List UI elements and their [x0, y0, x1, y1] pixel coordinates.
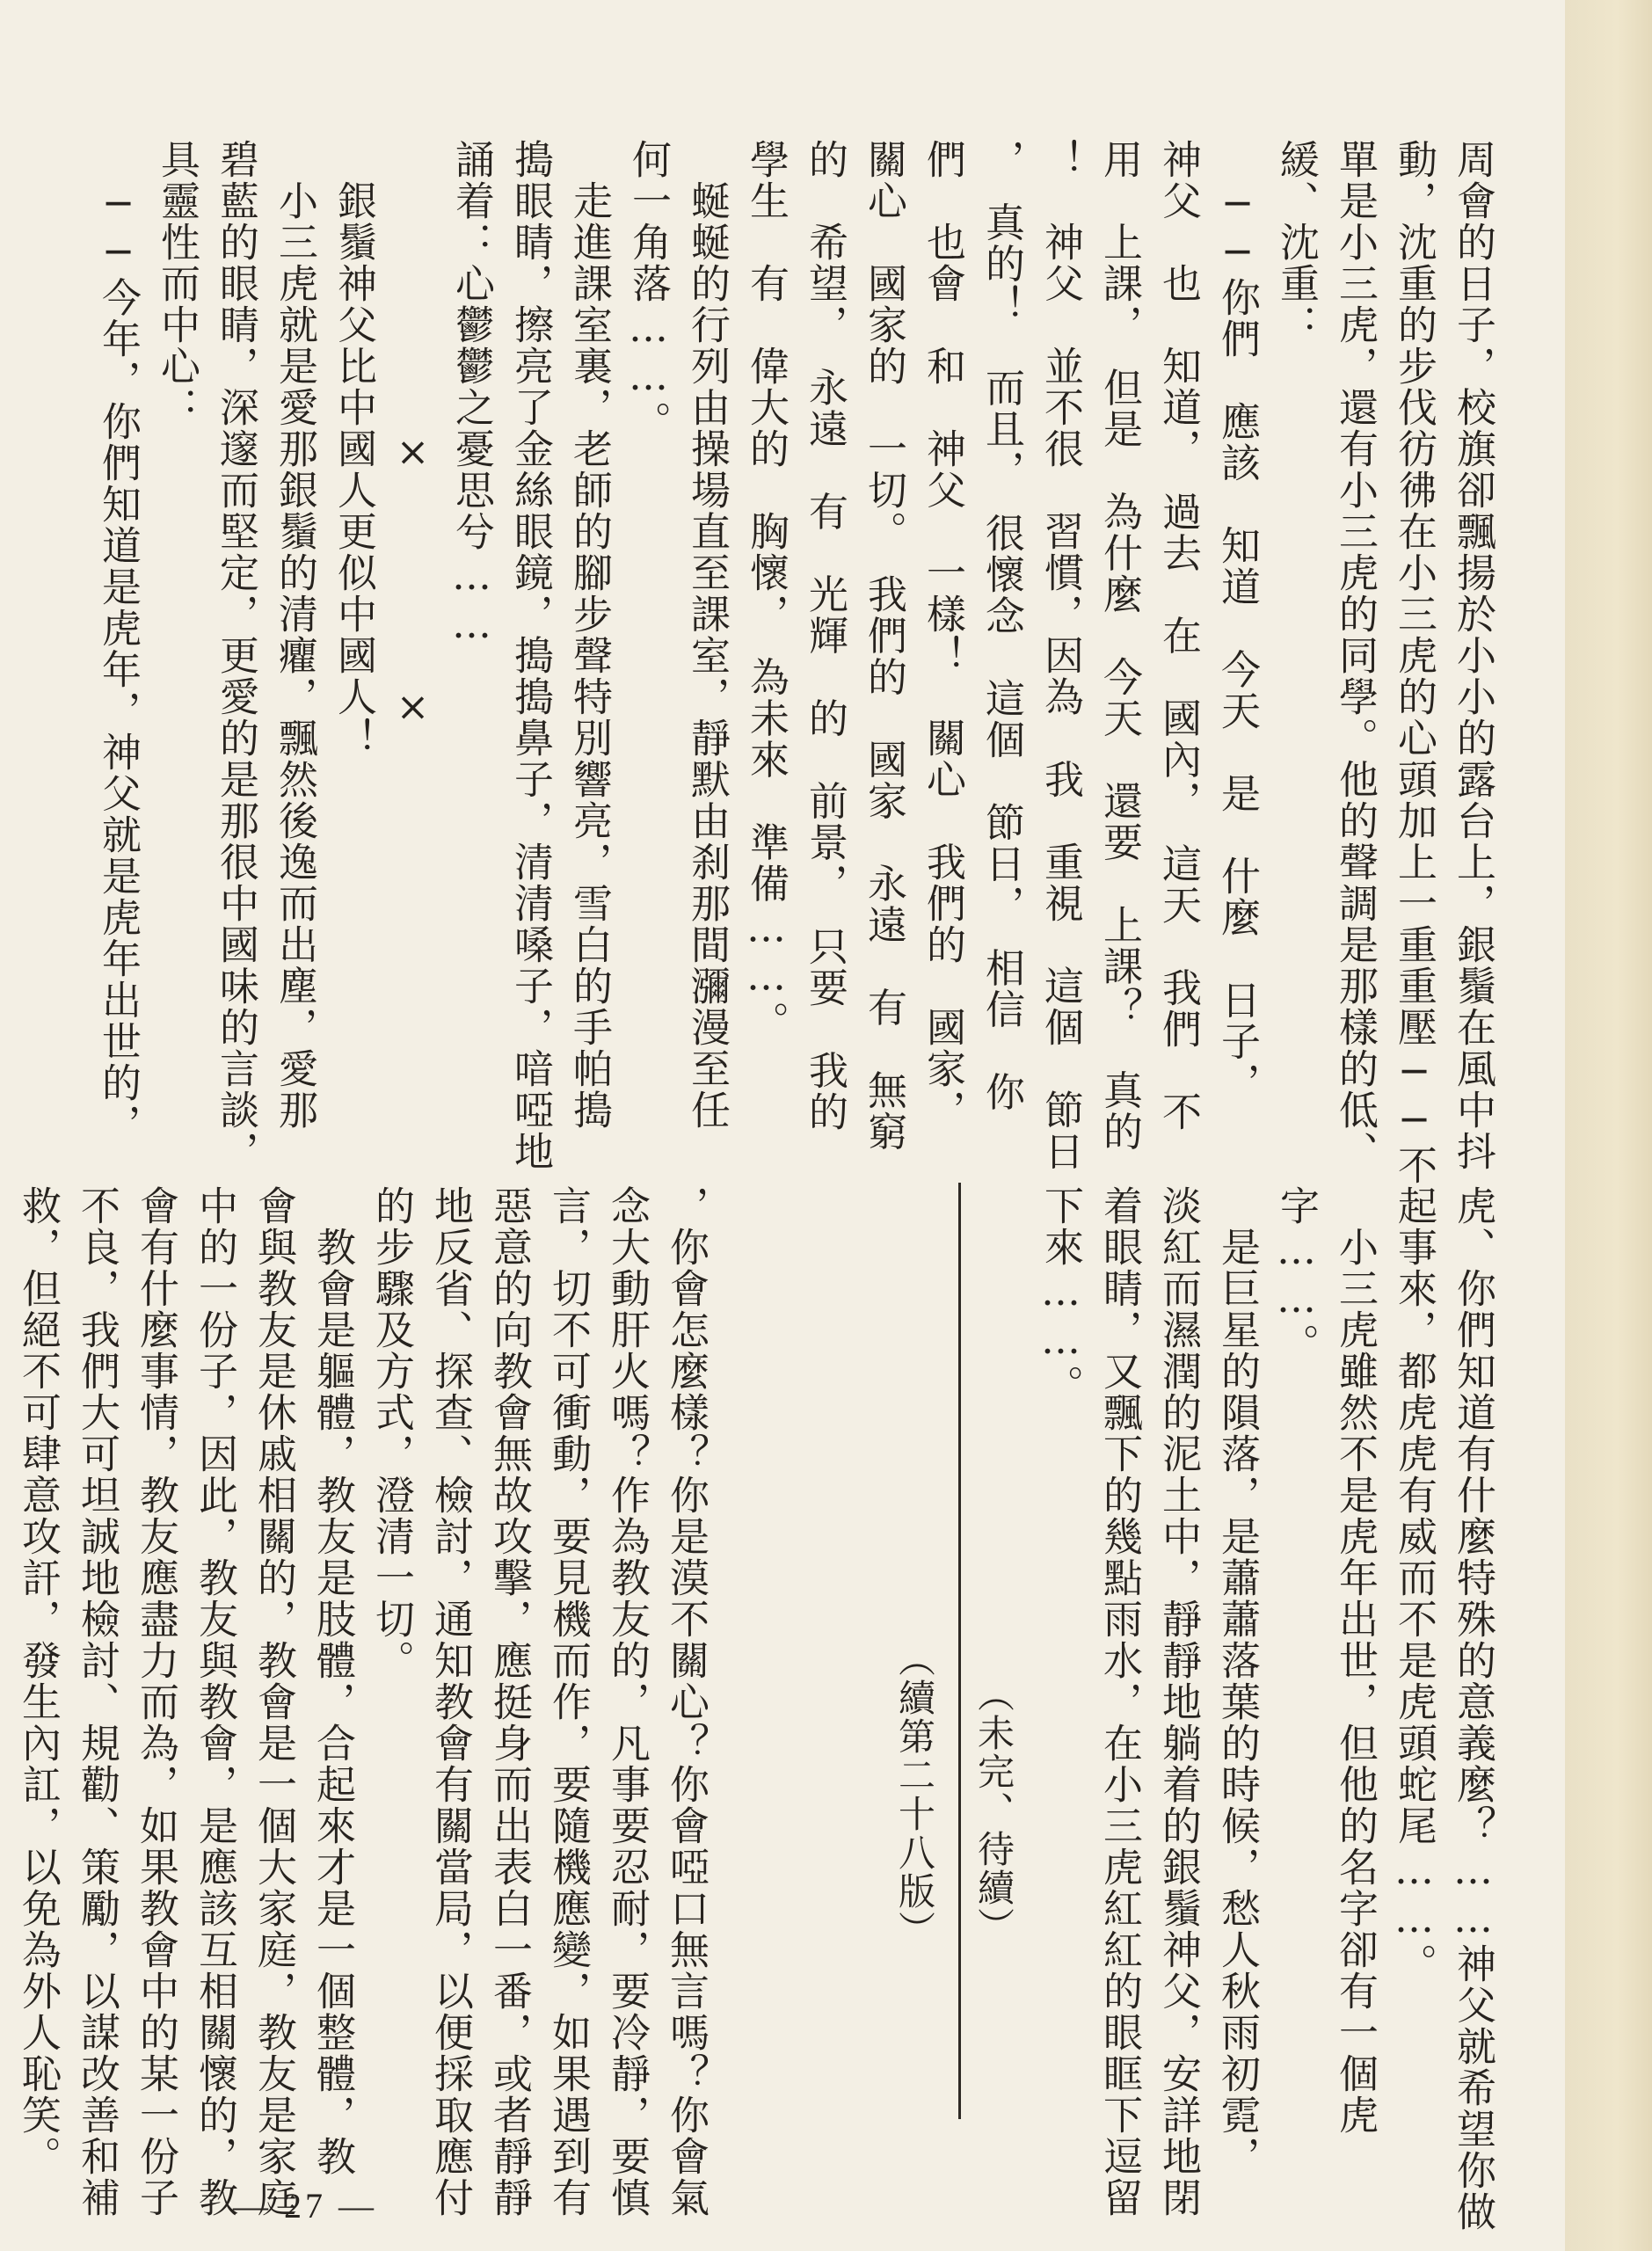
lower-left-text-line: 會與教友是休戚相關的，教會是一個大家庭，教友是家庭 [251, 1185, 297, 2218]
upper-text-line: 們 也會 和 神父 一樣！ 關心 我們的 國家， [920, 139, 966, 1131]
lower-right-text-line: 起事來，都虎虎有威而不是虎頭蛇尾……。 [1391, 1185, 1437, 1985]
upper-text-line: × × [389, 139, 436, 732]
lower-left-text-line: 惡意的向教會無故攻擊，應挺身而出表白一番，或者靜靜 [486, 1185, 533, 2218]
upper-text-line: 動，沈重的步伐彷彿在小三虎的心頭加上一重重壓──不 [1391, 139, 1437, 1186]
upper-text-line: 搗眼睛，擦亮了金絲眼鏡，搗搗鼻子，清清嗓子，喑啞地 [507, 139, 554, 1172]
upper-text-line: 學生 有 偉大的 胸懷， 為未來 準備……。 [743, 139, 790, 1043]
upper-text-line: 銀鬚神父比中國人更似中國人！ [331, 139, 377, 759]
upper-text-line: 的 希望， 永遠 有 光輝 的 前景， 只要 我的 [802, 139, 848, 1133]
lower-right-text-line: 是巨星的隕落，是蕭蕭落葉的時候，愁人秋雨初霓， [1214, 1185, 1261, 2177]
upper-text-line: 單是小三虎，還有小三虎的同學。他的聲調是那樣的低、 [1332, 139, 1379, 1172]
lower-left-text-line: ，你會怎麼樣？你是漠不關心？你會啞口無言嗎？你會氣 [663, 1185, 710, 2218]
article-upper-block [87, 139, 1503, 1186]
page-number: — 27 — [233, 2186, 377, 2226]
upper-text-line: 神父 也 知道， 過去 在 國內， 這天 我們 不 [1155, 139, 1202, 1133]
upper-text-line: 關心 國家的 一切。 我們的 國家 永遠 有 無窮 [861, 139, 907, 1153]
lower-right-text-line: 字……。 [1273, 1185, 1320, 1365]
upper-text-line: 蜒蜒的行列由操場直至課室，靜默由刹那間瀰漫至任 [684, 139, 731, 1131]
upper-text-line: 誦着：心鬱鬱之憂思兮…… [448, 139, 495, 649]
lower-left-text-line: 會有什麼事情，教友應盡力而為，如果教會中的某一份子 [133, 1185, 179, 2218]
upper-text-line: ──今年，你們知道是虎年，神父就是虎年出世的， [95, 139, 142, 1145]
upper-text-line: 用 上課， 但是 為什麼 今天 還要 上課？ 真的 [1096, 139, 1143, 1153]
upper-text-line: 具靈性而中心： [154, 139, 200, 428]
upper-text-line: 緩、沈重： [1273, 139, 1320, 346]
lower-left-text-line: 的步驟及方式，澄清一切。 [368, 1185, 415, 1681]
lower-left-text-line: 教會是軀體，教友是肢體，合起來才是一個整體，教 [309, 1185, 356, 2177]
lower-right-text-line: 下來……。 [1037, 1185, 1084, 1406]
to-be-continued-note: （未完、待續） [972, 1675, 1015, 1946]
lower-left-text-line: 中的一份子，因此，教友與教會，是應該互相關懷的，教 [192, 1185, 238, 2218]
lower-right-text-line: 小三虎雖然不是虎年出世，但他的名字卻有一個虎 [1332, 1185, 1379, 2136]
upper-text-line: ！ 神父 並不很 習慣，因為 我 重視 這個 節日 [1037, 139, 1084, 1172]
lower-right-text-line: 着眼睛，又飄下的幾點雨水，在小三虎紅紅的眼眶下逗留 [1096, 1185, 1143, 2218]
lower-left-text-line: 地反省、探查、檢討，通知教會有關當局，以便採取應付 [427, 1185, 474, 2218]
upper-text-line: 碧藍的眼睛，深邃而堅定，更愛的是那很中國味的言談， [213, 139, 259, 1172]
binding-tape [1565, 0, 1652, 2251]
lower-left-text-line: 念大動肝火嗎？作為教友的，凡事要忍耐，要冷靜，要慎 [604, 1185, 651, 2218]
upper-text-line: 走進課室裏，老師的腳步聲特別響亮，雪白的手帕搗 [566, 139, 613, 1131]
upper-text-line: 何一角落……。 [625, 139, 672, 442]
upper-text-line: 小三虎就是愛那銀鬚的清癯，飄然後逸而出塵，愛那 [272, 139, 318, 1131]
upper-text-line: ──你們 應該 知道 今天 是 什麼 日子， [1214, 139, 1261, 1104]
lower-right-text-line: 淡紅而濕潤的泥土中，靜靜地躺着的銀鬚神父，安詳地閉 [1155, 1185, 1202, 2218]
upper-text-line: 周會的日子，校旗卻飄揚於小小的露台上，銀鬚在風中抖 [1450, 139, 1496, 1172]
column-divider [958, 1183, 961, 2119]
lower-left-text-line: 救，但絕不可肆意攻訐，發生內訌，以免為外人恥笑。 [15, 1185, 62, 2177]
lower-left-text-line: 言，切不可衝動，要見機而作，要隨機應變，如果遇到有 [545, 1185, 592, 2218]
lower-right-text-line: 虎、你們知道有什麼特殊的意義麼？……神父就希望你做 [1450, 1185, 1496, 2233]
lower-left-text-line: 不良，我們大可坦誠地檢討、規勸、策勵，以謀改善和補 [74, 1185, 120, 2218]
upper-text-line: ， 真的！ 而且， 很懷念 這個 節日， 相信 你 [979, 139, 1025, 1113]
continuation-note: （續第二十八版） [893, 1640, 936, 1949]
